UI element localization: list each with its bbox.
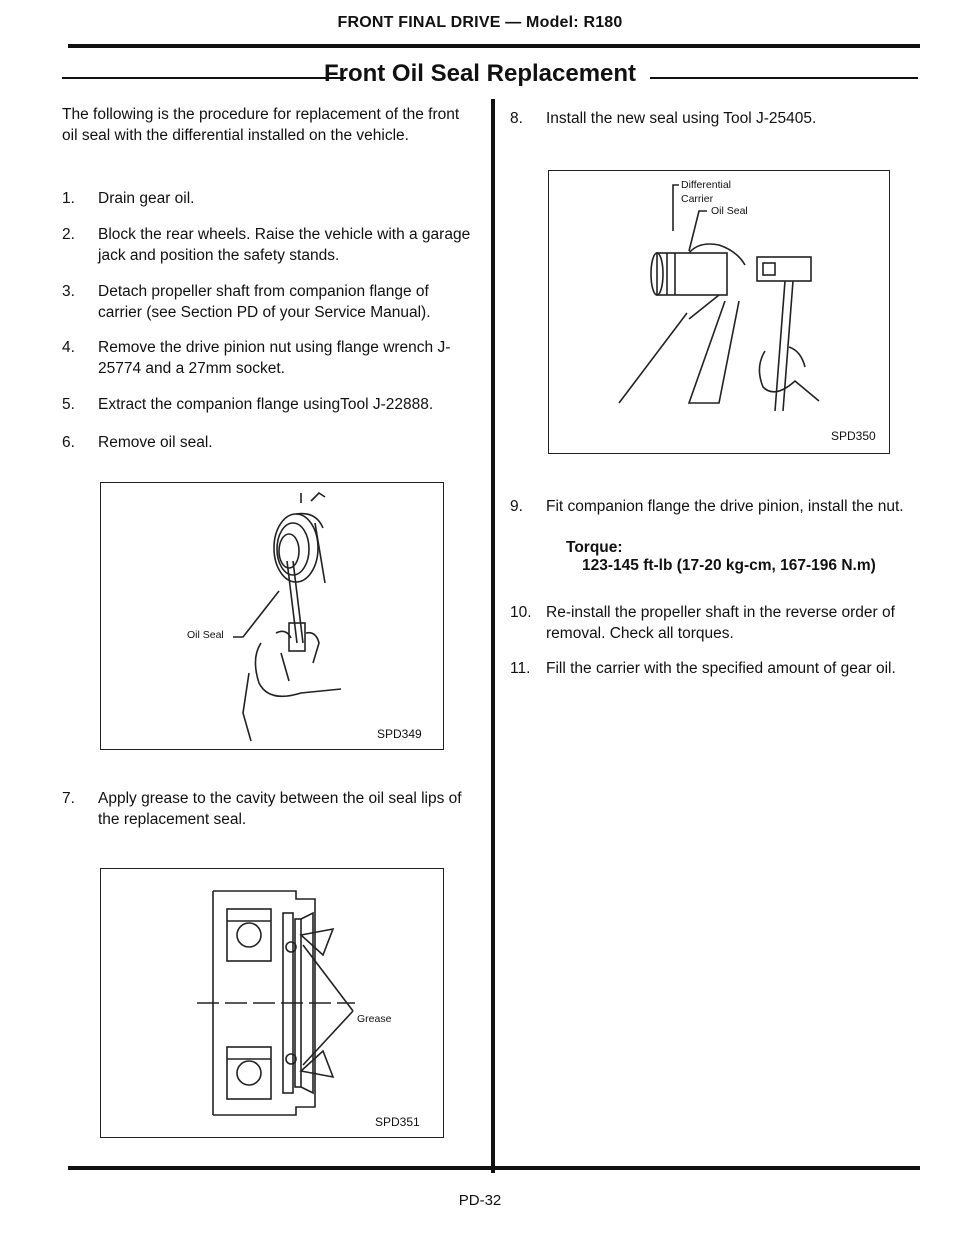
step-text: Install the new seal using Tool J-25405. xyxy=(546,110,817,127)
step-text: Re-install the propeller shaft in the reverse order of removal. Check all torques. xyxy=(546,604,895,642)
differential-label: Differential xyxy=(681,179,731,191)
step-text: Remove the drive pinion nut using flange wrench J-25774 and a 27mm socket. xyxy=(98,339,451,377)
bottom-rule xyxy=(68,1166,920,1170)
figure-spd349 xyxy=(100,482,444,750)
step-number: 11. xyxy=(510,660,531,677)
step-text: Fit companion flange the drive pinion, install the nut. xyxy=(546,498,904,515)
torque-value: 123-145 ft-lb (17-20 kg-cm, 167-196 N.m) xyxy=(582,557,876,574)
step-number: 7. xyxy=(62,790,75,807)
step-number: 6. xyxy=(62,434,75,451)
step-text: Extract the companion flange usingTool J-22888. xyxy=(98,396,434,413)
oil-seal-label: Oil Seal xyxy=(711,205,748,217)
section-title: Front Oil Seal Replacement xyxy=(323,60,637,87)
torque-label: Torque: xyxy=(566,539,623,556)
step-number: 10. xyxy=(510,604,532,621)
step-number: 5. xyxy=(62,396,75,413)
step-text: Fill the carrier with the specified amount of gear oil. xyxy=(546,660,896,677)
grease-label: Grease xyxy=(357,1013,392,1025)
figure-code: SPD350 xyxy=(831,429,876,443)
intro-paragraph: The following is the procedure for replacement of the front oil seal with the differential installed on the vehicle. xyxy=(62,106,460,144)
figure-code: SPD351 xyxy=(375,1115,420,1129)
step-text: Block the rear wheels. Raise the vehicle with a garage jack and position the safety stands. xyxy=(98,226,471,264)
step-number: 4. xyxy=(62,339,75,356)
page-number: PD-32 xyxy=(458,1192,502,1209)
top-rule xyxy=(68,44,920,48)
step-number: 9. xyxy=(510,498,523,515)
carrier-label: Carrier xyxy=(681,193,714,205)
oil-seal-label: Oil Seal xyxy=(187,629,224,641)
step-number: 1. xyxy=(62,190,75,207)
running-head: FRONT FINAL DRIVE — Model: R180 xyxy=(337,14,623,31)
seal-removal-illustration xyxy=(101,483,443,749)
step-text: Drain gear oil. xyxy=(98,190,195,207)
step-number: 8. xyxy=(510,110,523,127)
step-text: Detach propeller shaft from companion flange of carrier (see Section PD of your Service Manual). xyxy=(98,283,431,321)
figure-code: SPD349 xyxy=(377,727,422,741)
grease-cavity-illustration xyxy=(101,869,443,1137)
column-divider xyxy=(491,99,495,1173)
figure-spd350 xyxy=(548,170,890,454)
step-number: 2. xyxy=(62,226,75,243)
section-title-rule-right xyxy=(650,77,918,79)
figure-spd351 xyxy=(100,868,444,1138)
step-text: Apply grease to the cavity between the oil seal lips of the replacement seal. xyxy=(98,790,462,828)
step-text: Remove oil seal. xyxy=(98,434,213,451)
step-number: 3. xyxy=(62,283,75,300)
